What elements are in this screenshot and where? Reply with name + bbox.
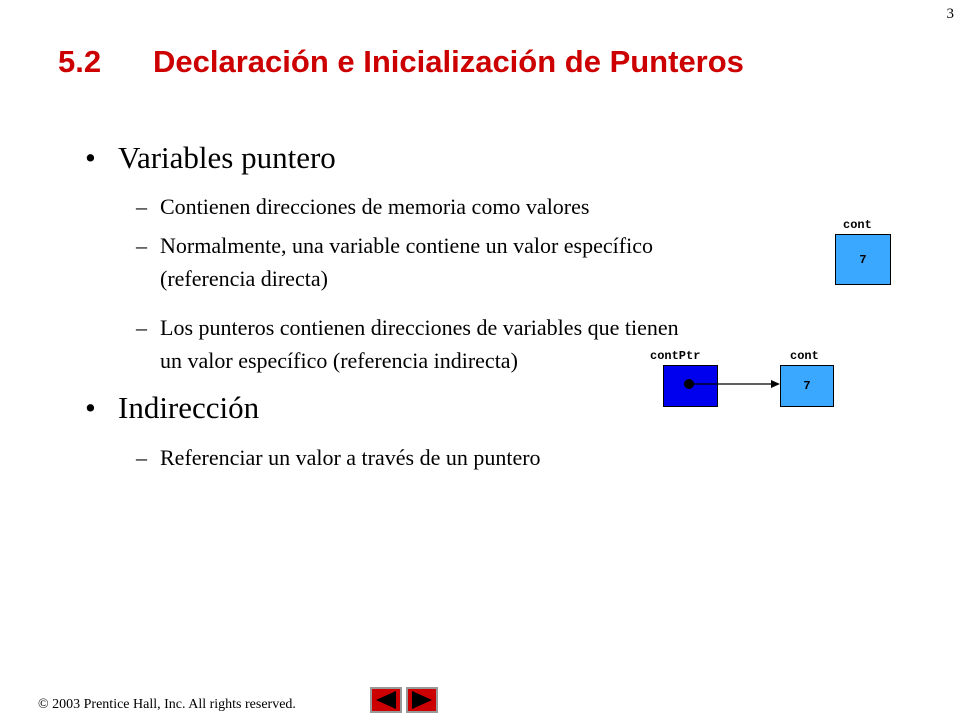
memory-box-cont	[835, 234, 891, 285]
section-number: 5.2	[58, 44, 102, 79]
variable-label-cont: cont	[790, 349, 819, 363]
sub-line: Contienen direcciones de memoria como valores	[160, 194, 590, 219]
sub-dash: –	[136, 445, 147, 470]
bullet-text: Indirección	[118, 390, 260, 425]
sub-dash: –	[136, 194, 147, 219]
right-triangle-icon	[408, 689, 436, 711]
copyright-footer	[38, 697, 296, 713]
sub-line: un valor específico (referencia indirecta)	[160, 348, 518, 373]
memory-value: 7	[803, 379, 811, 393]
copyright-icon: ©	[38, 697, 49, 712]
sub-line: Referenciar un valor a través de un puntero	[160, 445, 541, 470]
bullet-variables-puntero	[85, 140, 336, 176]
sub-item	[136, 441, 840, 474]
bullet-symbol: •	[85, 390, 96, 425]
bullet-indireccion	[85, 390, 260, 426]
sub-line: Los punteros contienen direcciones de variables que tienen	[160, 315, 679, 340]
sub-line: (referencia directa)	[160, 266, 328, 291]
sub-dash: –	[136, 233, 147, 258]
bullet-symbol: •	[85, 140, 96, 175]
variable-label-cont: cont	[843, 218, 872, 232]
memory-value: 7	[859, 252, 867, 267]
left-triangle-icon	[372, 689, 400, 711]
pointer-arrow	[660, 360, 790, 410]
sub-item	[136, 190, 840, 223]
slide-title	[58, 44, 744, 80]
sub-line: Normalmente, una variable contiene un valor específico	[160, 233, 653, 258]
footer-text: 2003 Prentice Hall, Inc. All rights reserved.	[52, 697, 296, 712]
next-slide-button[interactable]	[406, 687, 438, 713]
page-number: 3	[946, 6, 954, 22]
bullet-text: Variables puntero	[118, 140, 336, 175]
arrow-head-icon	[771, 380, 780, 388]
sub-dash: –	[136, 315, 147, 340]
variable-label-contptr: contPtr	[650, 349, 701, 363]
sub-item	[136, 229, 840, 295]
previous-slide-button[interactable]	[370, 687, 402, 713]
title-text: Declaración e Inicialización de Punteros	[153, 44, 744, 79]
